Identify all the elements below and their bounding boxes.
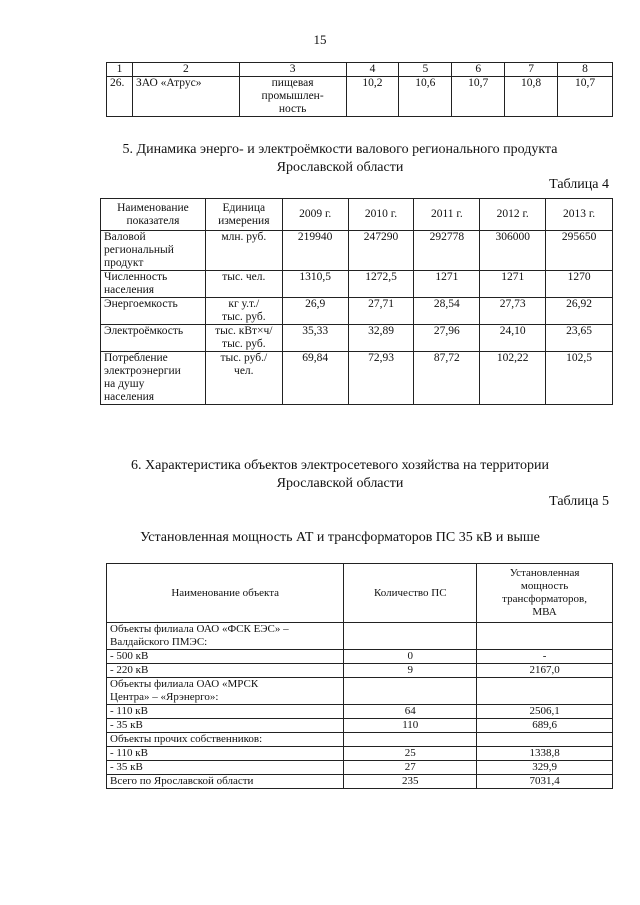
table-row	[101, 325, 613, 352]
installed-power: 2167,0	[477, 664, 613, 678]
company-name: ЗАО «Атрус»	[132, 77, 239, 117]
header-line: показателя	[126, 214, 180, 227]
substation-count: 25	[344, 747, 477, 761]
installed-power: 329,9	[477, 761, 613, 775]
voltage-level: - 35 кВ	[107, 719, 344, 733]
empty-cell	[344, 678, 477, 705]
continuation-table	[106, 62, 613, 117]
value-cell: 1310,5	[282, 271, 348, 298]
value-cell: 10,2	[346, 77, 399, 117]
industry-line: промышлен-	[261, 90, 324, 102]
value-cell: 10,7	[558, 77, 613, 117]
value-cell: 28,54	[414, 298, 480, 325]
unit-line: тыс. руб.	[222, 311, 266, 323]
voltage-level: - 35 кВ	[107, 761, 344, 775]
voltage-level: - 220 кВ	[107, 664, 344, 678]
value-cell: 1271	[414, 271, 480, 298]
value-cell: 247290	[348, 231, 414, 271]
header-line: мощность	[520, 580, 569, 592]
unit-line: тыс. кВт×ч/	[215, 325, 273, 337]
value-cell: 10,7	[452, 77, 505, 117]
header-unit	[205, 199, 282, 231]
voltage-level: - 110 кВ	[107, 705, 344, 719]
indicator-line: на душу	[104, 378, 145, 390]
table5-label: Таблица 5	[549, 494, 609, 509]
col-num: 5	[399, 63, 452, 77]
header-year: 2009 г.	[282, 199, 348, 231]
value-cell: 32,89	[348, 325, 414, 352]
table-row	[107, 747, 613, 761]
table4-label: Таблица 4	[549, 177, 609, 192]
unit-line: тыс. руб.	[222, 338, 266, 350]
table-row	[107, 650, 613, 664]
indicator-name	[101, 352, 206, 405]
value-cell: 24,10	[480, 325, 546, 352]
table-row	[101, 352, 613, 405]
table-5	[106, 563, 613, 789]
indicator-line: продукт	[104, 257, 144, 269]
section5-title-line: 5. Динамика энерго- и электроёмкости валового регионального продукта	[122, 142, 558, 157]
unit-line: тыс. руб./	[220, 352, 268, 364]
voltage-level: - 110 кВ	[107, 747, 344, 761]
col-num: 8	[558, 63, 613, 77]
total-row	[107, 775, 613, 789]
group-line: Центра» – «Ярэнерго»:	[110, 691, 219, 703]
header-year: 2013 г.	[546, 199, 613, 231]
value-cell: 1270	[546, 271, 613, 298]
table-row	[107, 77, 613, 117]
table-row	[101, 231, 613, 271]
table-row	[101, 271, 613, 298]
value-cell: 1271	[480, 271, 546, 298]
substation-count: 9	[344, 664, 477, 678]
group-name	[107, 733, 344, 747]
empty-cell	[344, 733, 477, 747]
group-row	[107, 678, 613, 705]
value-cell: 35,33	[282, 325, 348, 352]
unit-line: млн. руб.	[221, 231, 267, 243]
value-cell: 219940	[282, 231, 348, 271]
empty-cell	[477, 733, 613, 747]
indicator-line: Валовой	[104, 231, 146, 243]
indicator-name	[101, 325, 206, 352]
indicator-name	[101, 271, 206, 298]
unit-line: кг у.т./	[228, 298, 260, 310]
header-line: измерения	[218, 214, 270, 227]
column-number-row	[107, 63, 613, 77]
installed-power: -	[477, 650, 613, 664]
header-substation-count: Количество ПС	[344, 564, 477, 623]
indicator-line: Энергоемкость	[104, 298, 178, 310]
installed-power: 689,6	[477, 719, 613, 733]
section6-title-line: Ярославской области	[276, 476, 404, 491]
col-num: 3	[239, 63, 346, 77]
value-cell: 26,9	[282, 298, 348, 325]
value-cell: 23,65	[546, 325, 613, 352]
header-year: 2011 г.	[414, 199, 480, 231]
total-label: Всего по Ярославской области	[107, 775, 344, 789]
installed-power: 1338,8	[477, 747, 613, 761]
substation-count: 235	[344, 775, 477, 789]
empty-cell	[344, 623, 477, 650]
header-object-name: Наименование объекта	[107, 564, 344, 623]
value-cell: 27,96	[414, 325, 480, 352]
installed-power: 2506,1	[477, 705, 613, 719]
header-line: Установленная	[509, 567, 580, 579]
indicator-line: региональный	[104, 244, 174, 256]
section6-title-line: 6. Характеристика объектов электросетевого хозяйства на территории	[131, 458, 549, 473]
industry-line: ность	[278, 103, 307, 115]
value-cell: 1272,5	[348, 271, 414, 298]
table4-header-row	[101, 199, 613, 231]
value-cell: 102,5	[546, 352, 613, 405]
value-cell: 72,93	[348, 352, 414, 405]
indicator-line: Электроёмкость	[104, 325, 184, 337]
group-name	[107, 678, 344, 705]
table-row	[107, 664, 613, 678]
table-row	[101, 298, 613, 325]
header-indicator	[101, 199, 206, 231]
table-4	[100, 198, 613, 405]
table-row	[107, 719, 613, 733]
indicator-line: электроэнергии	[104, 365, 181, 377]
value-cell: 102,22	[480, 352, 546, 405]
value-cell: 87,72	[414, 352, 480, 405]
page-number: 15	[313, 32, 327, 47]
header-line: Наименование	[117, 201, 189, 214]
empty-cell	[477, 623, 613, 650]
indicator-line: населения	[104, 284, 155, 296]
row-number: 26.	[107, 77, 133, 117]
installed-power: 7031,4	[477, 775, 613, 789]
value-cell: 69,84	[282, 352, 348, 405]
unit-cell	[205, 352, 282, 405]
header-year: 2012 г.	[480, 199, 546, 231]
col-num: 4	[346, 63, 399, 77]
unit-line: чел.	[234, 365, 254, 377]
header-year: 2010 г.	[348, 199, 414, 231]
col-num: 7	[505, 63, 558, 77]
indicator-line: населения	[104, 391, 155, 403]
col-num: 2	[132, 63, 239, 77]
substation-count: 110	[344, 719, 477, 733]
group-line: Объекты филиала ОАО «ФСК ЕЭС» –	[110, 623, 289, 635]
value-cell: 10,8	[505, 77, 558, 117]
table5-header-row	[107, 564, 613, 623]
header-installed-power	[477, 564, 613, 623]
header-line: Единица	[222, 201, 266, 214]
header-line: трансформаторов,	[502, 593, 587, 605]
group-line: Объекты филиала ОАО «МРСК	[110, 678, 259, 690]
group-row	[107, 733, 613, 747]
section6-title	[60, 457, 620, 493]
industry-line: пищевая	[271, 77, 314, 89]
value-cell: 306000	[480, 231, 546, 271]
substation-count: 64	[344, 705, 477, 719]
value-cell: 295650	[546, 231, 613, 271]
unit-cell	[205, 271, 282, 298]
section5-title	[60, 141, 620, 177]
indicator-line: Потребление	[104, 352, 168, 364]
section5-title-line: Ярославской области	[276, 160, 404, 175]
table-row	[107, 705, 613, 719]
indicator-line: Численность	[104, 271, 168, 283]
unit-cell	[205, 231, 282, 271]
group-line: Валдайского ПМЭС:	[110, 636, 208, 648]
value-cell: 292778	[414, 231, 480, 271]
table-row	[107, 761, 613, 775]
substation-count: 27	[344, 761, 477, 775]
group-line: Объекты прочих собственников:	[110, 733, 263, 745]
group-row	[107, 623, 613, 650]
value-cell: 26,92	[546, 298, 613, 325]
unit-cell	[205, 298, 282, 325]
voltage-level: - 500 кВ	[107, 650, 344, 664]
unit-line: тыс. чел.	[222, 271, 266, 283]
value-cell: 27,71	[348, 298, 414, 325]
col-num: 1	[107, 63, 133, 77]
value-cell: 10,6	[399, 77, 452, 117]
indicator-name	[101, 298, 206, 325]
group-name	[107, 623, 344, 650]
unit-cell	[205, 325, 282, 352]
table5-subtitle: Установленная мощность АТ и трансформаторов ПС 35 кВ и выше	[140, 530, 540, 545]
substation-count: 0	[344, 650, 477, 664]
header-line: МВА	[532, 606, 557, 618]
col-num: 6	[452, 63, 505, 77]
industry-cell	[239, 77, 346, 117]
value-cell: 27,73	[480, 298, 546, 325]
indicator-name	[101, 231, 206, 271]
empty-cell	[477, 678, 613, 705]
